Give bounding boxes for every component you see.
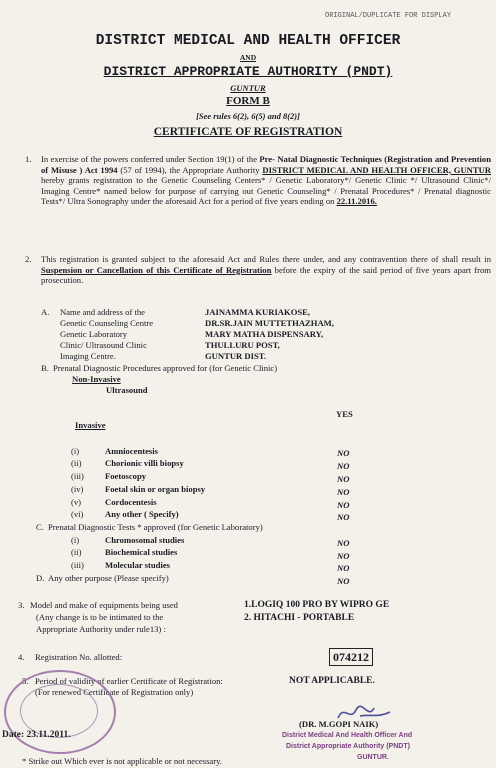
procedure-name: Any other ( Specify): [105, 509, 179, 519]
authority-name: DISTRICT MEDICAL AND HEALTH OFFICER, GUNTUR: [262, 164, 492, 175]
item-5-number: 5.: [22, 676, 29, 686]
original-duplicate-mark: ORIGINAL/DUPLICATE FOR DISPLAY: [325, 12, 452, 20]
test-number: (ii): [71, 547, 82, 557]
para-1-number: 1.: [25, 154, 32, 164]
procedure-number: (ii): [71, 458, 82, 468]
equipment-label-1: Model and make of equipments being used: [30, 600, 178, 610]
procedure-number: (iv): [71, 484, 84, 494]
para-1-text-c: (57 of 1994), the Appropriate Authority: [117, 164, 263, 175]
procedure-value: NO: [337, 487, 350, 497]
equipment-label-2: (Any change is to be intimated to the: [36, 612, 164, 622]
validity-end-date: 22.11.2016.: [336, 196, 377, 207]
para-1-text-e: hereby grants registration to the Genetic Counseling Centers* / Genetic Laboratory*/ Genetic Clinic */ Ultrasound Clinic*/ Imaging Centre* named below for purpose of carrying out Genetic Counseling* / Prenatal Procedures* / Prenatal diagnostic Tests*/ Ultra Sonography under the aforesaid Act for a period of five years ending on: [41, 175, 491, 207]
equipment-2: 2. HITACHI - PORTABLE: [244, 613, 355, 623]
section-b-text: Prenatal Diagnostic Procedures approved for (for Genetic Clinic): [53, 363, 278, 373]
para-2: [41, 254, 491, 286]
para-2-text-a: This registration is granted subject to the aforesaid Act and Rules there under, and any contravention there of shall result in: [41, 254, 491, 264]
item-3-number: 3.: [18, 600, 25, 610]
procedure-name: Amniocentesis: [105, 446, 158, 456]
earlier-validity-label: Period of validity of earlier Certificate of Registration:: [35, 676, 223, 686]
section-a-letter: A.: [41, 307, 50, 317]
office-seal: [4, 670, 116, 754]
procedure-value: NO: [337, 500, 350, 510]
procedure-value: NO: [337, 448, 350, 458]
registration-no-label: Registration No. allotted:: [35, 652, 123, 662]
section-a-label-2: Genetic Counseling Centre: [60, 318, 154, 328]
invasive-heading: Invasive: [75, 420, 106, 430]
doctor-name: DR.SR.JAIN MUTTETHAZHAM,: [205, 318, 334, 328]
equipment-label-3: Appropriate Authority under rule13) :: [36, 624, 166, 634]
ultrasound-label: Ultrasound: [106, 385, 148, 395]
procedure-value: NO: [337, 474, 350, 484]
test-number: (i): [71, 535, 80, 545]
section-c-letter: C.: [36, 522, 44, 532]
test-value: NO: [337, 563, 350, 573]
procedure-number: (iii): [71, 471, 84, 481]
address-post: THULLURU POST,: [205, 340, 280, 350]
para-1-text-a: In exercise of the powers conferred under Section 19(1) of the: [41, 154, 260, 164]
procedure-name: Chorionic villi biopsy: [105, 458, 184, 468]
section-c-text: Prenatal Diagnostic Tests * approved (for Genetic Laboratory): [48, 522, 263, 532]
act-name: Pre- Natal Diagnostic Techniques (Registration and Prevention of Misuse ) Act 1994: [41, 154, 492, 175]
title-authority: DISTRICT APPROPRIATE AUTHORITY (PNDT): [103, 64, 393, 79]
registration-number: 074212: [329, 648, 373, 666]
other-purpose-value: NO: [337, 576, 350, 586]
rules-reference: [See rules 6(2), 6(5) and 8(2)]: [196, 111, 300, 121]
dispensary-name: MARY MATHA DISPENSARY,: [205, 329, 324, 339]
earlier-validity-value: NOT APPLICABLE.: [289, 676, 375, 686]
place-guntur: GUNTUR: [230, 83, 266, 93]
procedure-name: Foetoscopy: [105, 471, 147, 481]
test-number: (iii): [71, 560, 84, 570]
centre-name: JAINAMMA KURIAKOSE,: [205, 307, 311, 317]
procedure-name: Foetal skin or organ biopsy: [105, 484, 206, 494]
non-invasive-heading: Non-Invasive: [72, 374, 121, 384]
procedure-number: (i): [71, 446, 80, 456]
para-1: [41, 154, 491, 207]
procedure-number: (v): [71, 497, 82, 507]
section-a-label-1: Name and address of the: [60, 307, 145, 317]
section-a-label-3: Genetic Laboratory: [60, 329, 128, 339]
ultrasound-value: YES: [336, 409, 353, 419]
section-b-letter: B.: [41, 363, 49, 373]
title-and: AND: [239, 53, 257, 62]
footer-note: * Strike out Which ever is not applicable or not necessary.: [22, 756, 222, 766]
title-dmho: DISTRICT MEDICAL AND HEALTH OFFICER: [95, 33, 401, 49]
address-district: GUNTUR DIST.: [205, 351, 266, 361]
renewal-note: (For renewed Certificate of Registration only): [35, 687, 194, 697]
procedure-value: NO: [337, 512, 350, 522]
suspension-clause: Suspension or Cancellation of this Certificate of Registration: [41, 264, 272, 275]
signatory-name: (DR. M.GOPI NAIK): [299, 719, 379, 729]
test-value: NO: [337, 551, 350, 561]
certificate-heading: CERTIFICATE OF REGISTRATION: [153, 126, 343, 138]
test-name: Molecular studies: [105, 560, 171, 570]
stamp-line-3: GUNTUR.: [357, 754, 389, 761]
procedure-name: Cordocentesis: [105, 497, 157, 507]
form-title: FORM B: [226, 95, 270, 107]
section-d-letter: D.: [36, 573, 45, 583]
test-name: Chromosomal studies: [105, 535, 185, 545]
test-value: NO: [337, 538, 350, 548]
para-2-number: 2.: [25, 254, 32, 264]
stamp-line-2: District Appropriate Authority (PNDT): [286, 743, 410, 750]
item-4-number: 4.: [18, 652, 25, 662]
stamp-line-1: District Medical And Health Officer And: [282, 732, 413, 739]
section-d-text: Any other purpose (Please specify): [48, 573, 169, 583]
issue-date: Date: 23.11.2011.: [2, 730, 71, 740]
equipment-1: 1.LOGIQ 100 PRO BY WIPRO GE: [244, 600, 390, 610]
para-2-text-c: before the expiry of the said period of five years apart from prosecution.: [41, 264, 491, 286]
procedure-number: (vi): [71, 509, 84, 519]
section-a-label-5: Imaging Centre.: [60, 351, 116, 361]
section-a-label-4: Clinic/ Ultrasound Clinic: [60, 340, 147, 350]
test-name: Biochemical studies: [105, 547, 178, 557]
procedure-value: NO: [337, 461, 350, 471]
